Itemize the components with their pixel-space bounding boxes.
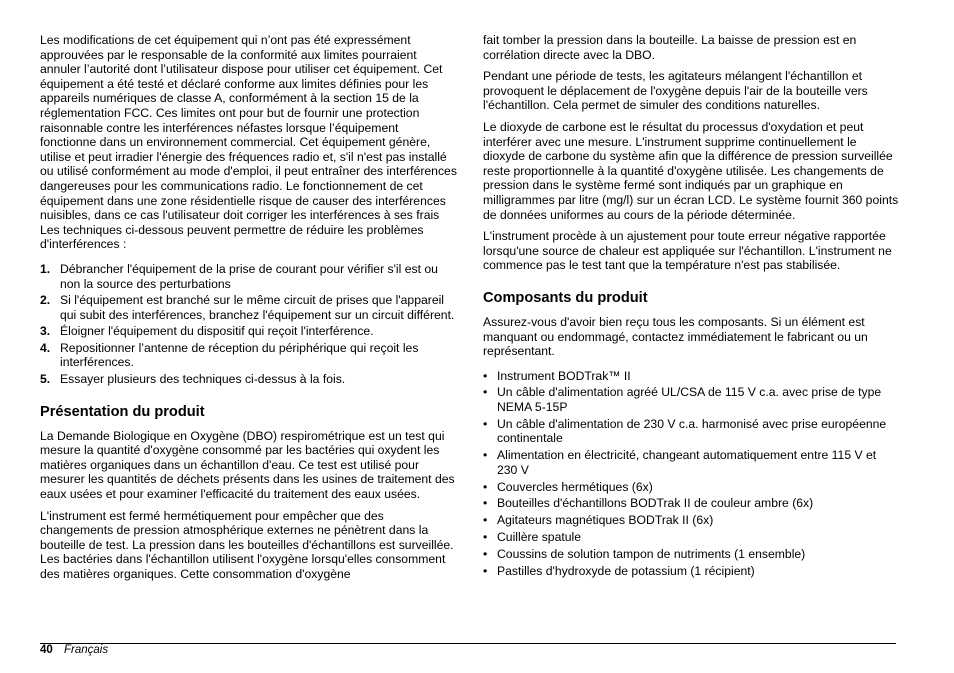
step-number: 2. — [40, 293, 51, 308]
footer-divider — [40, 643, 896, 644]
step-number: 5. — [40, 372, 51, 387]
step-number: 4. — [40, 340, 51, 355]
bullet-icon: • — [483, 496, 488, 511]
overview-paragraph: Le dioxyde de carbone est le résultat du processus d'oxydation et peut interférer avec une mesure. L'instrument supprime continuellement le dioxyde de carbone du système afin que la différence de pression surveillée reste proportionnelle à la quantité d'oxygène utilisée. Les changements de pression dans le système fermé sont indiqués par un graphique en milligrammes par litre (mg/l) sur un écran LCD. Le système fournit 360 points de données uniformes au cours de la période déterminée. — [483, 119, 899, 222]
step-text: Si l'équipement est branché sur le même circuit de prises que l'appareil qui subit des interférences, branchez l'équipement sur un circuit différent. — [60, 293, 455, 322]
list-item-text: Pastilles d'hydroxyde de potassium (1 récipient) — [497, 563, 755, 578]
fcc-compliance-paragraph: Les modifications de cet équipement qui n’ont pas été expressément approuvées par le responsable de la conformité aux limites pourraient annuler l’autorité dont l’utilisateur dispose pour utiliser cet équipement. Cet équipement a été testé et déclaré conforme aux limites définies pour les appareils numériques de classe A, conformément à la section 15 de la réglementation FCC. Ces limites ont pour but de fournir une protection raisonnable contre les interférences néfastes lorsque l’équipement fonctionne dans un environnement commercial. Cet équipement génère, utilise et peut irradier l'énergie des fréquences radio et, s'il n'est pas installé ou utilisé conformément au mode d'emploi, il peut entraîner des interférences dangereuses pour les communications radio. Le fonctionnement de cet équipement dans une zone résidentielle risque de causer des interférences nuisibles, dans ce cas l'utilisateur doit corriger les interférences à ses frais Les techniques ci-dessous peuvent permettre de réduire les problèmes d'interférences : — [40, 33, 457, 252]
list-item — [483, 530, 899, 545]
bullet-icon: • — [483, 368, 488, 383]
overview-paragraph: Pendant une période de tests, les agitateurs mélangent l'échantillon et provoquent le déplacement de l'oxygène depuis l'air de la bouteille vers l'échantillon. Cela permet de simuler des conditions naturelles. — [483, 69, 868, 113]
list-item — [483, 417, 899, 446]
bullet-icon: • — [483, 529, 488, 544]
step-item — [40, 341, 458, 370]
bullet-icon: • — [483, 563, 488, 578]
step-number: 3. — [40, 324, 51, 339]
list-item — [483, 513, 899, 528]
bullet-icon: • — [483, 479, 488, 494]
step-text: Éloigner l'équipement du dispositif qui reçoit l'interférence. — [60, 324, 374, 339]
interference-steps-list — [40, 262, 458, 387]
list-item-text: Coussins de solution tampon de nutriments (1 ensemble) — [497, 546, 806, 561]
overview-paragraph: La Demande Biologique en Oxygène (DBO) respirométrique est un test qui mesure la quantité d'oxygène consommé par les bactéries qui oxydent les matières organiques dans un échantillon d'eau. Ce test est utilisé pour mesurer les quantités de déchets présents dans les usines de traitement des eaux usées et pour examiner l'efficacité du traitement des eaux usées. — [40, 428, 455, 502]
step-item — [40, 372, 458, 387]
list-item-text: Bouteilles d'échantillons BODTrak II de couleur ambre (6x) — [497, 496, 814, 511]
overview-paragraph: fait tomber la pression dans la bouteille. La baisse de pression est en corrélation directe avec la DBO. — [483, 33, 857, 62]
right-column — [483, 33, 899, 580]
list-item — [483, 547, 899, 562]
section-heading-product-components: Composants du produit — [483, 289, 648, 306]
list-item-text: Alimentation en électricité, changeant automatiquement entre 115 V et 230 V — [497, 448, 877, 477]
bullet-icon: • — [483, 448, 488, 463]
section-heading-product-overview: Présentation du produit — [40, 403, 205, 420]
step-number: 1. — [40, 261, 51, 276]
list-item — [483, 496, 899, 511]
list-item — [483, 480, 899, 495]
bullet-icon: • — [483, 385, 488, 400]
components-intro-paragraph: Assurez-vous d'avoir bien reçu tous les composants. Si un élément est manquant ou endommagé, contactez immédiatement le fabricant ou un représentant. — [483, 314, 868, 359]
bullet-icon: • — [483, 416, 488, 431]
left-column — [40, 33, 458, 589]
list-item-text: Un câble d'alimentation agréé UL/CSA de 115 V c.a. avec prise de type NEMA 5-15P — [497, 385, 882, 415]
step-text: Débrancher l'équipement de la prise de courant pour vérifier s'il est ou non la source des perturbations — [60, 261, 438, 291]
step-text: Repositionner l’antenne de réception du périphérique qui reçoit les interférences. — [60, 340, 419, 370]
components-list — [483, 369, 899, 578]
list-item-text: Instrument BODTrak™ II — [497, 368, 631, 383]
list-item-text: Un câble d'alimentation de 230 V c.a. harmonisé avec prise européenne continentale — [497, 416, 887, 446]
list-item — [483, 448, 899, 477]
list-item — [483, 564, 899, 579]
step-item — [40, 293, 458, 322]
footer-language-label: Français — [64, 644, 109, 656]
bullet-icon: • — [483, 513, 488, 528]
list-item-text: Agitateurs magnétiques BODTrak II (6x) — [497, 513, 714, 528]
list-item-text: Couvercles hermétiques (6x) — [497, 479, 653, 494]
step-item — [40, 324, 458, 339]
step-text: Essayer plusieurs des techniques ci-dessus à la fois. — [60, 372, 346, 387]
page-number: 40 — [40, 644, 53, 656]
overview-paragraph: L'instrument est fermé hermétiquement pour empêcher que des changements de pression atmosphérique externes ne pénètrent dans la bouteille de test. La pression dans les bouteilles d'échantillons est surveillée. Les bactéries dans l'échantillon utilisent l'oxygène lorsqu'elles consomment des matières organiques. Cette consommation d'oxygène — [40, 508, 454, 581]
page-footer — [40, 643, 108, 657]
list-item — [483, 369, 899, 384]
list-item — [483, 385, 899, 414]
list-item-text: Cuillère spatule — [497, 529, 582, 544]
bullet-icon: • — [483, 546, 488, 561]
overview-paragraph: L'instrument procède à un ajustement pour toute erreur négative rapportée lorsqu'une source de chaleur est appliquée sur l'échantillon. L'instrument ne commence pas le test tant que la température n'est pas stabilisée. — [483, 229, 892, 273]
step-item — [40, 262, 458, 291]
